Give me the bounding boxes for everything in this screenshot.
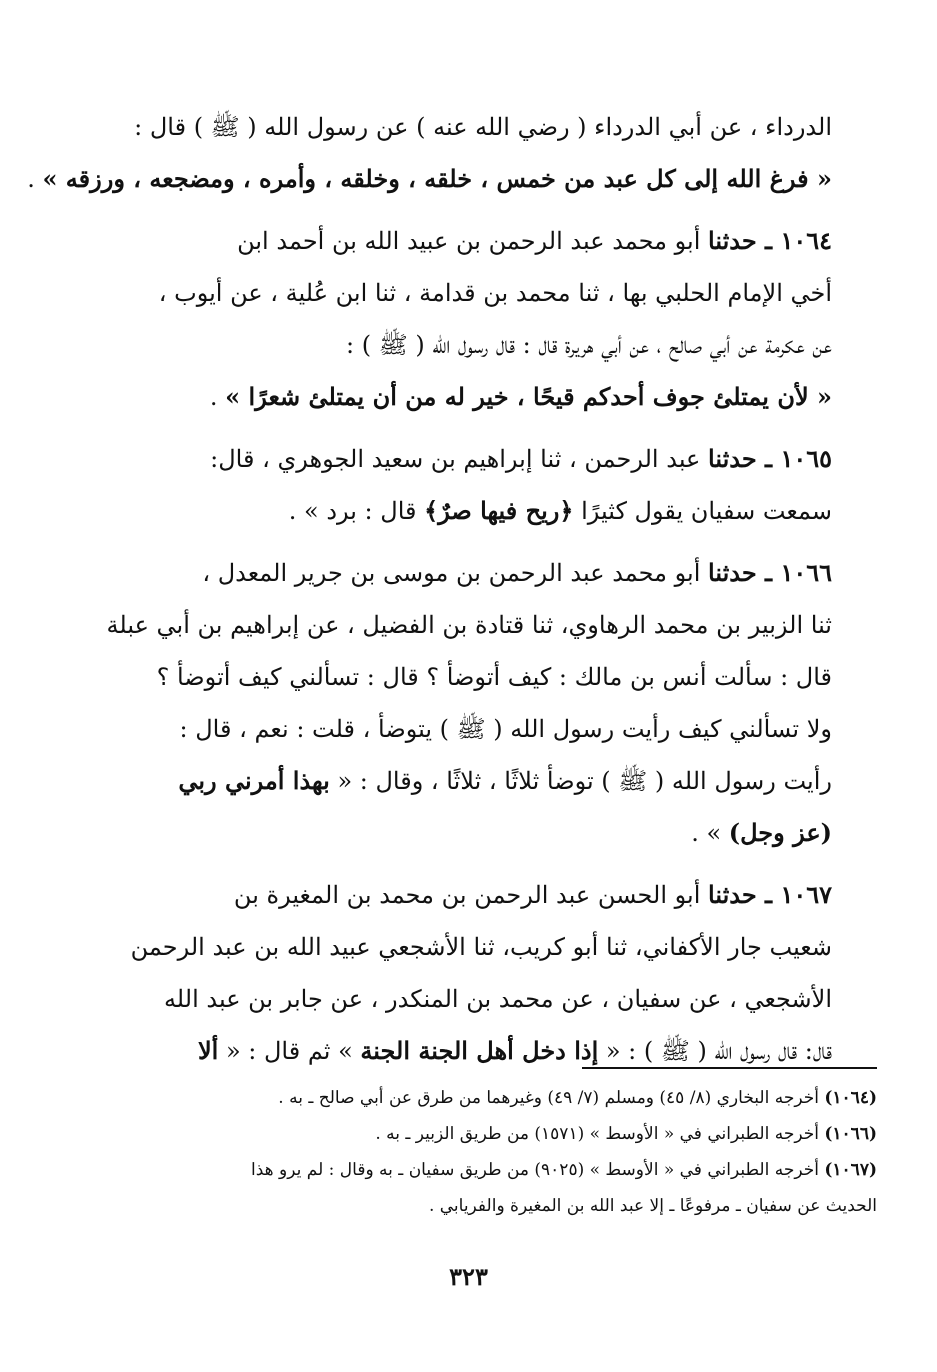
- footnote-text: الحديث عن سفيان ـ مرفوعًا ـ إلا عبد الله بن المغيرة والفريابي .: [428, 1196, 877, 1216]
- text-run: قال : سألت أنس بن مالك : كيف أتوضأ ؟ قال : تسألني كيف أتوضأ ؟: [156, 663, 832, 691]
- text-run: .: [209, 383, 226, 411]
- text-run: شعيب جار الأكفاني، ثنا أبو كريب، ثنا الأشجعي عبيد الله بن عبد الرحمن: [130, 933, 832, 961]
- footnote-ref: (١٠٦٧): [824, 1160, 877, 1180]
- text-line: [27, 153, 832, 205]
- footnote-ref: (١٠٦٦): [824, 1124, 877, 1144]
- bold-text: « لأن يمتلئ جوف أحدكم قيحًا ، خير له من أن يمتلئ شعرًا »: [225, 382, 832, 411]
- bold-text: ١٠٦٥ ـ حدثنا: [708, 444, 832, 473]
- text-run: سمعت سفيان يقول كثيرًا: [573, 497, 832, 525]
- text-run: عن عكرمة عن أبي صالح ، عن أبي هريرة قال : قال رسول الله ( ﷺ ) :: [346, 331, 832, 359]
- text-run: .: [27, 165, 43, 193]
- paragraph: [120, 433, 832, 537]
- page-number: ٣٢٣: [449, 1262, 488, 1291]
- bold-text: ﴿ريح فيها صرٌ﴾: [424, 496, 574, 525]
- text-line: [120, 703, 832, 755]
- footnote-text: أخرجه الطبراني في « الأوسط » (٩٠٢٥) من طريق سفيان ـ به وقال : لم يرو هذا: [251, 1160, 825, 1180]
- text-run: الأشجعي ، عن سفيان ، عن محمد بن المنكدر ، عن جابر بن عبد الله: [163, 985, 832, 1013]
- text-run: الدرداء ، عن أبي الدرداء ( رضي الله عنه ) عن رسول الله ( ﷺ ) قال :: [134, 113, 832, 141]
- text-run: رأيت رسول الله ( ﷺ ) توضأ ثلاثًا ، ثلاثًا ، وقال : «: [329, 767, 832, 795]
- footnote-text: أخرجه البخاري (٨/ ٤٥) ومسلم (٧/ ٤٩) وغيرهما من طرق عن أبي صالح ـ به .: [278, 1088, 825, 1108]
- text-run: » .: [691, 819, 729, 847]
- bold-text: ١٠٦٧ ـ حدثنا: [708, 880, 832, 909]
- text-run: أبو محمد عبد الرحمن بن عبيد الله بن أحمد ابن: [237, 227, 709, 255]
- text-run: ولا تسألني كيف رأيت رسول الله ( ﷺ ) يتوضأ ، قلت : نعم ، قال :: [179, 715, 832, 743]
- text-run: قال : برد » .: [288, 497, 425, 525]
- text-line: [120, 319, 832, 371]
- footnote-divider: [582, 1067, 877, 1069]
- text-line: [120, 215, 832, 267]
- bold-text: (عز وجل): [728, 818, 832, 847]
- text-line: [120, 433, 832, 485]
- paragraph: [106, 547, 832, 859]
- bold-text: « فرغ الله إلى كل عبد من خمس ، خلقه ، وخلقه ، وأمره ، ومضجعه ، ورزقه »: [42, 164, 832, 193]
- text-run: عبد الرحمن ، ثنا إبراهيم بن سعيد الجوهري ، قال:: [210, 445, 709, 473]
- footnote-text: أخرجه الطبراني في « الأوسط » (١٥٧١) من طريق الزبير ـ به .: [375, 1124, 825, 1144]
- text-line: [120, 1025, 832, 1077]
- text-line: [120, 921, 832, 973]
- text-line: [120, 547, 832, 599]
- footnote-line: [140, 1188, 877, 1224]
- text-run: ثنا الزبير بن محمد الرهاوي، ثنا قتادة بن الفضيل ، عن إبراهيم بن أبي عبلة: [106, 611, 832, 639]
- footnote-ref: (١٠٦٤): [824, 1088, 877, 1108]
- bold-text: ألا: [197, 1036, 219, 1065]
- text-line: [120, 371, 832, 423]
- text-line: [120, 755, 832, 807]
- footnotes: [140, 1080, 877, 1224]
- text-line: [120, 807, 832, 859]
- paragraph: [120, 869, 832, 1077]
- text-line: [120, 485, 832, 537]
- text-line: [120, 267, 832, 319]
- main-text: [27, 101, 832, 1087]
- bold-text: بهذا أمرني ربي: [178, 766, 330, 795]
- footnote-line: [140, 1080, 877, 1116]
- text-line: [120, 651, 832, 703]
- footnote-line: [140, 1152, 877, 1188]
- text-run: أبو الحسن عبد الرحمن بن محمد بن المغيرة بن: [233, 881, 709, 909]
- text-line: [120, 973, 832, 1025]
- bold-text: ١٠٦٤ ـ حدثنا: [708, 226, 832, 255]
- paragraph: [120, 215, 832, 423]
- text-run: أبو محمد عبد الرحمن بن موسى بن جرير المعدل ،: [202, 559, 709, 587]
- bold-text: ١٠٦٦ ـ حدثنا: [708, 558, 832, 587]
- bold-text: إذا دخل أهل الجنة الجنة: [360, 1036, 599, 1065]
- text-run: أخي الإمام الحلبي بها ، ثنا محمد بن قدامة ، ثنا ابن عُلية ، عن أيوب ،: [158, 279, 832, 307]
- footnote-line: [140, 1116, 877, 1152]
- text-run: » ثم قال : «: [218, 1037, 361, 1065]
- text-line: [106, 599, 832, 651]
- text-line: [120, 869, 832, 921]
- paragraph: [27, 101, 832, 205]
- text-line: [120, 101, 832, 153]
- text-run: قال: قال رسول الله ( ﷺ ) : «: [598, 1037, 832, 1065]
